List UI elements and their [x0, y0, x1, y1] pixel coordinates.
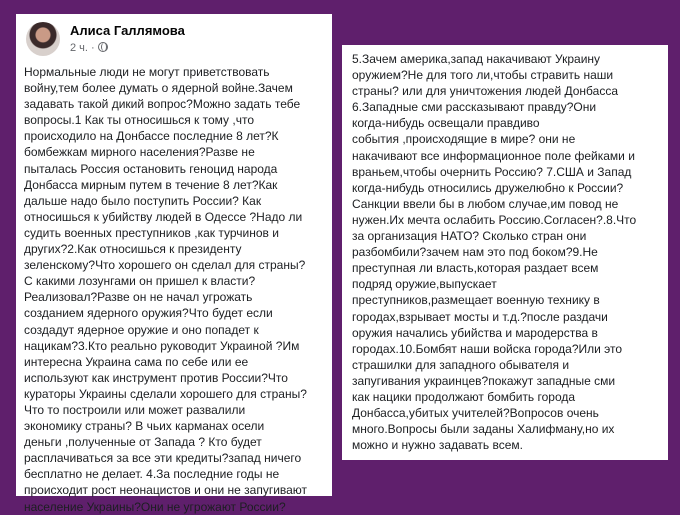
author-name[interactable]: Алиса Галлямова	[70, 23, 185, 38]
text-line: дальше надо было поступить России? Как	[24, 193, 262, 208]
text-line: страшилки для западного обывателя и	[352, 357, 570, 372]
text-line: когда-нибудь освещали правдиво	[352, 116, 540, 131]
text-line: интересна Украина сама по себе или ее	[24, 354, 249, 369]
text-line: деньги ,полученные от Запада ? Кто будет	[24, 435, 262, 450]
text-line: используют как инструмент против России?Что	[24, 370, 288, 385]
globe-icon	[98, 42, 108, 52]
text-line: Нормальные люди не могут приветствовать	[24, 65, 270, 79]
text-line: происходило на Донбассе последние 8 лет?К	[24, 129, 279, 144]
text-line: много.Вопросы были заданы Халифману,но их	[352, 422, 615, 437]
meta-separator: ·	[90, 42, 95, 54]
post-header	[26, 22, 316, 58]
post-timestamp[interactable]: 2 ч.	[70, 42, 88, 54]
post-card-right	[342, 45, 668, 460]
text-line: запугивания украинцев?покажут западные сми	[352, 373, 616, 388]
text-line: преступников,размещает военную технику в	[352, 293, 600, 308]
text-line: бомбежкам мирного населения?Разве не	[24, 145, 255, 160]
text-line: Санкции ввели бы в любом случае,им повод не	[352, 196, 619, 211]
author-avatar[interactable]	[26, 22, 60, 56]
text-line: создадут ядерное оружие и оно попадет к	[24, 322, 259, 337]
text-line: преступная ли власть,которая раздает всем	[352, 261, 599, 276]
text-line: других?2.Как относишься к президенту	[24, 242, 242, 257]
text-line: пыталась Россия остановить геноцид народа	[24, 161, 278, 176]
text-line: экономику страны? В чьих карманах осели	[24, 419, 265, 434]
text-line: Реализовал?Разве он не начал угрожать	[24, 290, 253, 305]
text-line: за организация НАТО? Сколько стран они	[352, 229, 587, 244]
text-line: бесплатно не делает. 4.За последние годы не	[24, 467, 280, 482]
text-line: С какими лозунгами он пришел к власти?	[24, 274, 256, 289]
text-line: относишься к убийству людей в Одессе ?Надо ли	[24, 209, 303, 224]
text-line: враньем,чтобы очернить Россию? 7.США и Запад	[352, 164, 632, 179]
text-line: Донбасса,убитых учителей?Вопросов очень	[352, 406, 599, 421]
text-line: подряд оружие,выпускает	[352, 277, 497, 292]
text-line: судить военных преступников ,как турчинов и	[24, 225, 279, 240]
text-line: городах.10.Бомбят наши войска города?Или это	[352, 341, 623, 356]
text-line: оружия начались убийства и мародерства в	[352, 325, 598, 340]
text-line: созданием ядерного оружия?Что будет если	[24, 306, 273, 321]
text-line: вопросы.1 Как ты относишься к тому ,что	[24, 113, 255, 128]
post-card-left	[16, 14, 332, 514]
text-line: можно и нужно задавать всем.	[352, 438, 523, 453]
post-text-right	[352, 51, 664, 453]
text-line: события ,происходящие в мире? они не	[352, 132, 576, 147]
text-line: нужен.Их мечта ослабить Россию.Согласен?.8.Что	[352, 212, 637, 227]
text-line: оружием?Не для того ли,чтобы стравить наши	[352, 68, 614, 83]
text-line: происходит рост неонацистов и они не запугивают	[24, 483, 308, 498]
text-line: войну,тем более думать о ядерной войне.Зачем	[24, 81, 293, 96]
text-line: Что то построили или может развалили	[24, 402, 246, 417]
text-line: разбомбили?зачем нам это под боком?9.Не	[352, 245, 598, 260]
post-meta	[70, 42, 108, 54]
text-line: зеленскому?Что хорошего он сделал для страны?	[24, 258, 306, 273]
text-line: 5.Зачем америка,запад накачивают Украину	[352, 52, 601, 66]
text-line: когда-нибудь относились дружелюбно к России?	[352, 180, 624, 195]
text-line: Донбасса мирным путем в течение 8 лет?Как	[24, 177, 278, 192]
text-line: кураторы Украины сделали хорошего для страны?	[24, 386, 307, 401]
text-line: накачивают все информационное поле фейками и	[352, 148, 635, 163]
text-line: страны? или для уничтожения людей Донбасса	[352, 84, 618, 99]
text-line: население Украины?Они не угрожают России?	[24, 499, 286, 514]
post-text-left	[24, 64, 328, 515]
text-line: задавать такой дикий вопрос?Можно задать тебе	[24, 97, 301, 112]
text-line: городах,взрывает мосты и т.д.?после раздачи	[352, 309, 608, 324]
text-line: 6.Западные сми рассказывают правду?Они	[352, 100, 597, 115]
text-line: как нацики продолжают бомбить города	[352, 389, 576, 404]
text-line: нацикам?3.Кто реально руководит Украиной ?Им	[24, 338, 300, 353]
text-line: расплачиваться за все эти кредиты?запад ничего	[24, 451, 302, 466]
